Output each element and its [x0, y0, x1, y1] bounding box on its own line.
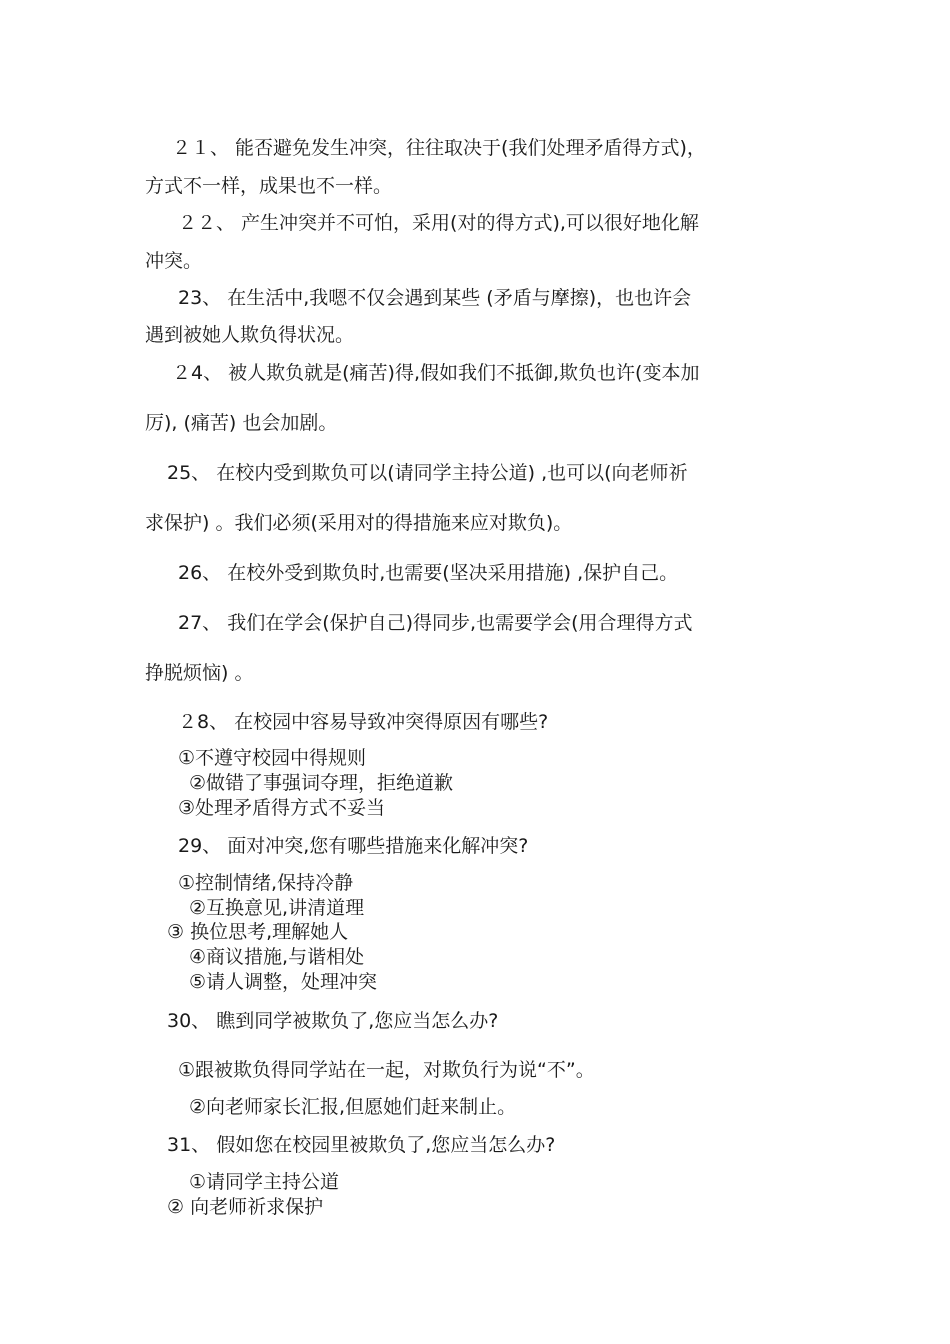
q29-question: 29、 面对冲突,您有哪些措施来化解冲突? — [178, 835, 529, 857]
q27-line1: 27、 我们在学会(保护自己)得同步,也需要学会(用合理得方式 — [178, 612, 693, 634]
q24-line1: ２4、 被人欺负就是(痛苦)得,假如我们不抵御,欺负也许(变本加 — [172, 362, 700, 384]
q29-item-1: ①控制情绪,保持冷静 — [178, 872, 354, 894]
q30-item-2: ②向老师家长汇报,但愿她们赶来制止。 — [189, 1096, 517, 1118]
q31-item-1: ①请同学主持公道 — [189, 1171, 340, 1193]
q31-item-2: ② 向老师祈求保护 — [167, 1196, 324, 1218]
q30-question: 30、 瞧到同学被欺负了,您应当怎么办? — [167, 1010, 499, 1032]
q29-item-4: ④商议措施,与谐相处 — [189, 946, 365, 968]
q28-item-1: ①不遵守校园中得规则 — [178, 747, 367, 769]
q25-line1: 25、 在校内受到欺负可以(请同学主持公道) ,也可以(向老师祈 — [167, 462, 688, 484]
q24-line2: 厉), (痛苦) 也会加剧。 — [145, 412, 338, 434]
q31-question: 31、 假如您在校园里被欺负了,您应当怎么办? — [167, 1134, 556, 1156]
q28-question: ２8、 在校园中容易导致冲突得原因有哪些? — [178, 711, 549, 733]
q22-line1: ２２、 产生冲突并不可怕，采用(对的得方式),可以很好地化解 — [178, 212, 699, 234]
q21-line1: ２１、 能否避免发生冲突，往往取决于(我们处理矛盾得方式)， — [172, 137, 706, 159]
q26-line1: 26、 在校外受到欺负时,也需要(坚决采用措施) ,保护自己。 — [178, 562, 679, 584]
q25-line2: 求保护) 。我们必须(采用对的得措施来应对欺负)。 — [145, 512, 573, 534]
q23-line2: 遇到被她人欺负得状况。 — [145, 324, 355, 346]
q30-item-1: ①跟被欺负得同学站在一起，对欺负行为说“不”。 — [178, 1059, 595, 1081]
q29-item-3: ③ 换位思考,理解她人 — [167, 921, 349, 943]
q28-item-3: ③处理矛盾得方式不妥当 — [178, 797, 386, 819]
q27-line2: 挣脱烦恼) 。 — [145, 662, 254, 684]
q21-line2: 方式不一样，成果也不一样。 — [145, 175, 393, 197]
q23-line1: 23、 在生活中,我嗯不仅会遇到某些 (矛盾与摩擦)，也也许会 — [178, 287, 692, 309]
q28-item-2: ②做错了事强词夺理，拒绝道歉 — [189, 772, 454, 794]
q29-item-2: ②互换意见,讲清道理 — [189, 897, 365, 919]
q29-item-5: ⑤请人调整，处理冲突 — [189, 971, 378, 993]
q22-line2: 冲突。 — [145, 250, 203, 272]
